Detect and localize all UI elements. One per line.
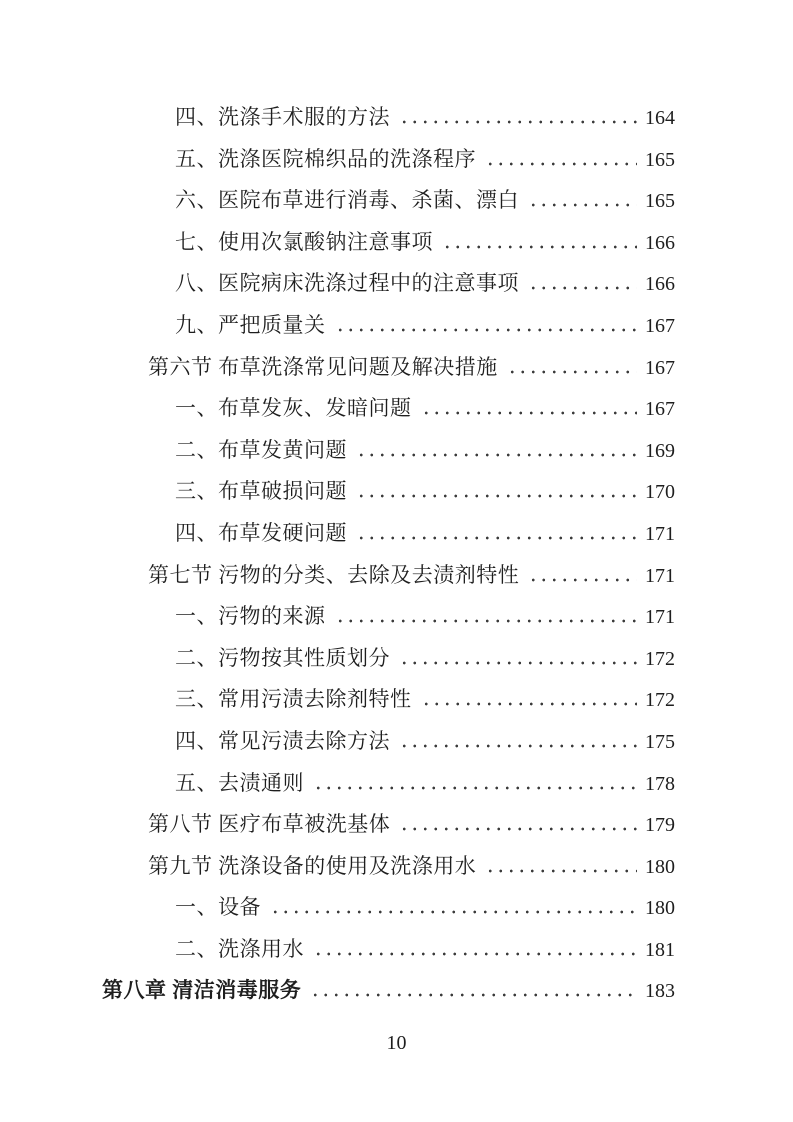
toc-entry-label: 三、常用污渍去除剂特性 [175,687,412,712]
dot-leader [335,619,638,623]
dot-leader [270,910,637,914]
toc-entry-page: 172 [645,689,675,712]
toc-entry-page: 172 [645,647,675,670]
toc-entry-label: 八、医院病床洗涤过程中的注意事项 [175,271,519,296]
toc-entry-page: 179 [645,814,675,837]
dot-leader [421,702,638,706]
toc-entry[interactable] [0,721,793,763]
toc-entry-label: 第七节 污物的分类、去除及去渍剂特性 [148,562,520,587]
toc-entry-label: 五、洗涤医院棉织品的洗涤程序 [175,146,476,171]
toc-entry-label: 第八节 医疗布草被洗基体 [148,812,391,837]
dot-leader [528,203,637,207]
toc-entry-label: 三、布草破损问题 [175,479,347,504]
table-of-contents [0,97,793,1012]
toc-entry[interactable] [0,180,793,222]
dot-leader [528,578,637,582]
toc-entry[interactable] [0,929,793,971]
toc-entry[interactable] [0,430,793,472]
toc-entry[interactable] [0,970,793,1012]
toc-entry-label: 四、洗涤手术服的方法 [175,105,390,129]
toc-entry-page: 171 [645,522,675,545]
toc-entry[interactable] [0,513,793,555]
toc-entry[interactable] [0,222,793,264]
toc-entry-page: 167 [645,314,675,337]
toc-entry[interactable] [0,347,793,389]
toc-entry-page: 175 [645,730,675,753]
toc-entry[interactable] [0,638,793,680]
toc-entry-page: 166 [645,273,675,296]
dot-leader [313,952,637,956]
dot-leader [399,827,637,831]
toc-entry-page: 178 [645,772,675,795]
toc-entry[interactable] [0,846,793,888]
toc-entry[interactable] [0,263,793,305]
page-number-footer: 10 [386,1032,407,1054]
toc-entry-label: 四、常见污渍去除方法 [175,728,390,753]
dot-leader [485,869,637,873]
dot-leader [399,120,637,124]
toc-entry[interactable] [0,763,793,805]
dot-leader [356,536,637,540]
toc-entry-label: 一、污物的来源 [175,604,326,629]
toc-entry-page: 164 [645,107,675,129]
toc-entry-label: 五、去渍通则 [175,770,304,795]
toc-entry-page: 180 [645,855,675,878]
dot-leader [313,786,637,790]
toc-entry-page: 180 [645,897,675,920]
toc-entry-page: 167 [645,398,675,421]
toc-entry-page: 181 [645,938,675,961]
toc-entry-label: 二、洗涤用水 [175,936,304,961]
toc-entry[interactable] [0,305,793,347]
toc-entry[interactable] [0,679,793,721]
toc-entry-page: 165 [645,148,675,171]
toc-entry-label: 六、医院布草进行消毒、杀菌、漂白 [175,188,519,213]
dot-leader [421,411,638,415]
toc-entry-page: 171 [645,564,675,587]
toc-entry-page: 171 [645,606,675,629]
dot-leader [335,328,638,332]
toc-entry[interactable] [0,388,793,430]
toc-entry-page: 167 [645,356,675,379]
dot-leader [528,286,637,290]
toc-entry-page: 170 [645,481,675,504]
toc-entry-page: 169 [645,439,675,462]
dot-leader [356,453,637,457]
toc-entry[interactable] [0,596,793,638]
toc-entry-label: 一、设备 [175,895,261,920]
dot-leader [399,661,637,665]
dot-leader [399,744,637,748]
dot-leader [485,162,637,166]
toc-entry[interactable] [0,471,793,513]
toc-entry-label: 九、严把质量关 [175,312,326,337]
toc-entry-label: 四、布草发硬问题 [175,520,347,545]
toc-entry[interactable] [0,97,793,139]
dot-leader [310,993,637,997]
dot-leader [356,494,637,498]
toc-entry-label: 二、布草发黄问题 [175,437,347,462]
toc-entry-label: 二、污物按其性质划分 [175,645,390,670]
toc-entry[interactable] [0,555,793,597]
dot-leader [507,370,637,374]
toc-entry-page: 166 [645,231,675,254]
toc-entry-label: 第九节 洗涤设备的使用及洗涤用水 [148,853,477,878]
toc-entry-label: 一、布草发灰、发暗问题 [175,396,412,421]
toc-entry[interactable] [0,887,793,929]
toc-entry-label: 第八章 清洁消毒服务 [102,978,302,1003]
toc-entry[interactable] [0,804,793,846]
toc-entry-page: 183 [645,980,675,1003]
dot-leader [442,245,637,249]
toc-entry[interactable] [0,139,793,181]
toc-entry-label: 七、使用次氯酸钠注意事项 [175,229,433,254]
toc-entry-page: 165 [645,190,675,213]
toc-entry-label: 第六节 布草洗涤常见问题及解决措施 [148,354,498,379]
